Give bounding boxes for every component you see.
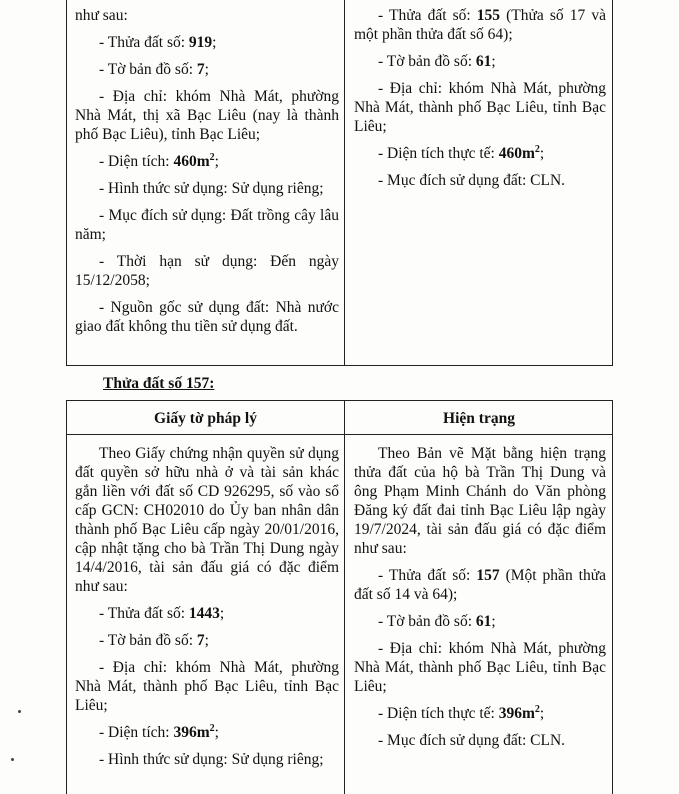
table-continuation xyxy=(66,0,613,366)
paragraph: như sau: xyxy=(75,7,128,24)
current-status-cell xyxy=(354,6,606,190)
list-item: - Thửa đất số: 155 (Thửa số 17 và một phần thửa đất số 64); xyxy=(354,7,607,43)
column-header: Giấy tờ pháp lý xyxy=(154,410,257,427)
list-item: - Địa chỉ: khóm Nhà Mát, phường Nhà Mát, thành phố Bạc Liêu, tỉnh Bạc Liêu; xyxy=(354,640,606,695)
list-item: - Thửa đất số: 919; xyxy=(99,34,217,51)
column-header: Hiện trạng xyxy=(443,410,515,427)
column-divider xyxy=(344,0,345,365)
scan-speck xyxy=(18,710,21,713)
scan-speck xyxy=(11,758,14,761)
list-item: - Tờ bản đồ số: 61; xyxy=(378,53,496,70)
list-item: - Nguồn gốc sử dụng đất: Nhà nước giao đất không thu tiền sử dụng đất. xyxy=(75,299,339,335)
current-status-cell xyxy=(354,444,606,750)
list-item: - Mục đích sử dụng đất: CLN. xyxy=(378,732,566,749)
list-item: - Tờ bản đồ số: 7; xyxy=(99,61,209,78)
list-item: - Hình thức sử dụng: Sử dụng riêng; xyxy=(99,751,324,768)
paragraph: Theo Bản vẽ Mặt bằng hiện trạng thửa đất của hộ bà Trần Thị Dung và ông Phạm Minh Chánh do Văn phòng Đăng ký đất đai tỉnh Bạc Liêu lập ngày 19/7/2024, tài sản đấu giá có đặc điểm như sau: xyxy=(354,445,606,557)
header-divider xyxy=(67,434,612,435)
table-plot-157 xyxy=(66,400,613,794)
legal-docs-cell xyxy=(75,444,339,769)
list-item: - Tờ bản đồ số: 61; xyxy=(378,613,496,630)
list-item: - Địa chỉ: khóm Nhà Mát, phường Nhà Mát, thị xã Bạc Liêu (nay là thành phố Bạc Liêu), tỉnh Bạc Liêu; xyxy=(75,88,339,143)
list-item: - Hình thức sử dụng: Sử dụng riêng; xyxy=(99,180,324,197)
list-item: - Địa chỉ: khóm Nhà Mát, phường Nhà Mát, thành phố Bạc Liêu, tỉnh Bạc Liêu; xyxy=(75,659,339,714)
header-current-status xyxy=(345,409,613,428)
list-item: - Thời hạn sử dụng: Đến ngày 15/12/2058; xyxy=(75,253,339,289)
list-item: - Thửa đất số: 1443; xyxy=(99,605,225,622)
list-item: - Mục đích sử dụng: Đất trồng cây lâu năm; xyxy=(75,207,339,243)
column-divider xyxy=(344,401,345,794)
list-item: - Diện tích: $396m^2$; xyxy=(99,722,219,741)
list-item: - Địa chỉ: khóm Nhà Mát, phường Nhà Mát, thành phố Bạc Liêu, tỉnh Bạc Liêu; xyxy=(354,80,606,135)
header-legal-docs xyxy=(67,409,344,428)
list-item: - Thửa đất số: 157 (Một phần thửa đất số 14 và 64); xyxy=(354,567,607,603)
list-item: - Diện tích: $460m^2$; xyxy=(99,151,219,170)
paragraph: Theo Giấy chứng nhận quyền sử dụng đất quyền sở hữu nhà ở và tài sản khác gắn liền với đất số CD 926295, số vào sổ cấp GCN: CH02010 do Ủy ban nhân dân thành phố Bạc Liêu cấp ngày 20/01/2016, cập nhật tặng cho bà Trần Thị Dung ngày 14/4/2016, tài sản đấu giá có đặc điểm như sau: xyxy=(75,445,339,595)
list-item: - Mục đích sử dụng đất: CLN. xyxy=(378,172,566,189)
legal-docs-cell xyxy=(75,6,339,336)
list-item: - Tờ bản đồ số: 7; xyxy=(99,632,209,649)
list-item: - Diện tích thực tế: $460m^2$; xyxy=(378,143,545,162)
section-heading: Thửa đất số 157: xyxy=(103,375,215,392)
list-item: - Diện tích thực tế: $396m^2$; xyxy=(378,703,545,722)
